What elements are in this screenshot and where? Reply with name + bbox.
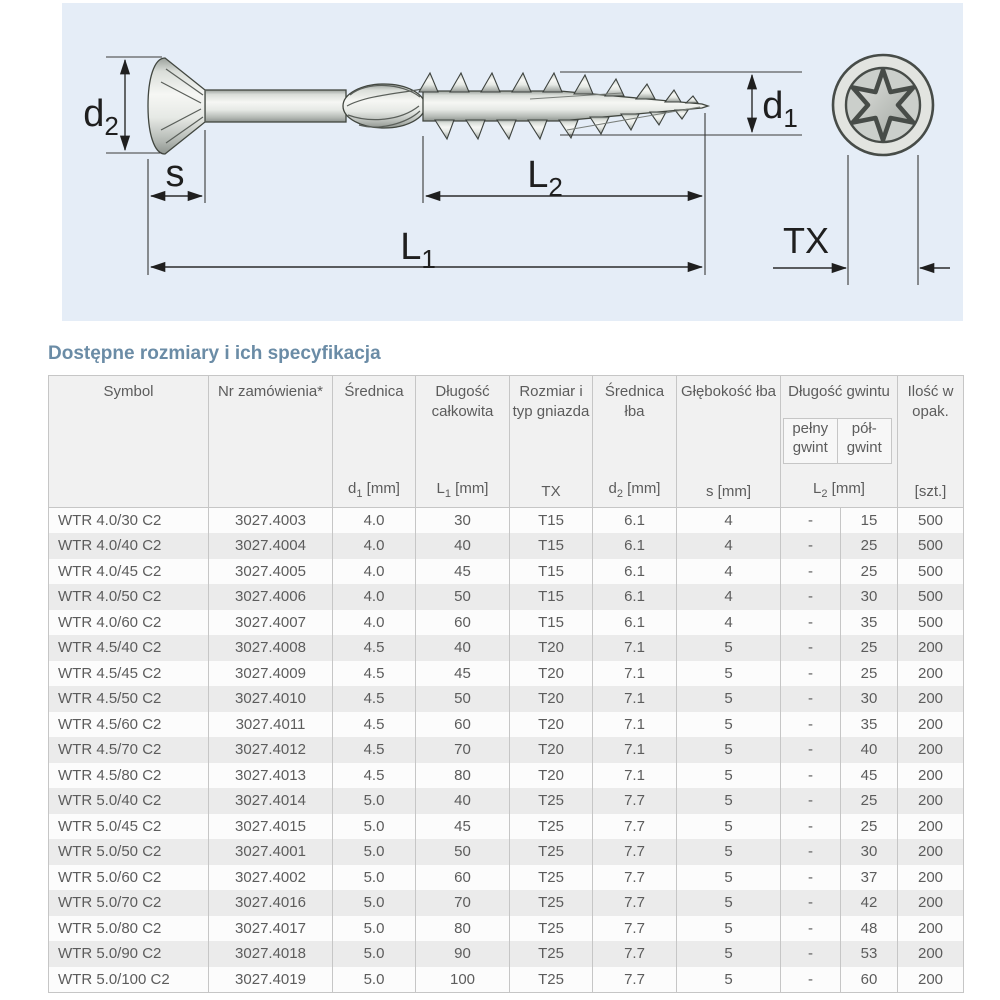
table-cell: 7.1 [593, 686, 677, 712]
table-row [49, 941, 964, 967]
table-cell: WTR 5.0/40 C2 [49, 788, 209, 814]
table-row [49, 865, 964, 891]
table-cell: 200 [898, 686, 964, 712]
table-cell: 7.7 [593, 941, 677, 967]
table-cell: 7.1 [593, 712, 677, 738]
table-cell: 3027.4014 [209, 788, 333, 814]
table-cell: 70 [416, 890, 510, 916]
column-header-drive: Rozmiar i typ gniazda TX [510, 376, 593, 508]
table-cell: 7.7 [593, 814, 677, 840]
table-cell: 6.1 [593, 508, 677, 534]
table-cell: WTR 5.0/45 C2 [49, 814, 209, 840]
screw-diagram-svg [62, 3, 963, 321]
table-cell: 500 [898, 584, 964, 610]
table-cell: 3027.4004 [209, 533, 333, 559]
table-row [49, 916, 964, 942]
table-cell: 200 [898, 635, 964, 661]
table-cell: T20 [510, 737, 593, 763]
table-row [49, 839, 964, 865]
table-cell: - [781, 865, 841, 891]
table-cell: 100 [416, 967, 510, 993]
table-cell: 5 [677, 763, 781, 789]
table-cell: WTR 5.0/100 C2 [49, 967, 209, 993]
table-title: Dostępne rozmiary i ich specyfikacja [48, 343, 381, 364]
table-cell: 5 [677, 788, 781, 814]
table-cell: 200 [898, 941, 964, 967]
screw-countersunk-head [148, 58, 205, 154]
table-cell: - [781, 916, 841, 942]
table-cell: WTR 4.5/40 C2 [49, 635, 209, 661]
table-cell: 200 [898, 661, 964, 687]
table-cell: WTR 5.0/90 C2 [49, 941, 209, 967]
screw-thread-core [423, 91, 708, 121]
table-cell: 5 [677, 941, 781, 967]
table-cell: 3027.4018 [209, 941, 333, 967]
table-cell: 7.1 [593, 661, 677, 687]
table-cell: WTR 5.0/50 C2 [49, 839, 209, 865]
table-cell: - [781, 788, 841, 814]
table-cell: 30 [841, 839, 898, 865]
table-cell: 5 [677, 712, 781, 738]
column-header-order-no: Nr zamówienia* [209, 376, 333, 508]
table-cell: 5 [677, 967, 781, 993]
table-cell: 7.1 [593, 635, 677, 661]
table-cell: 7.7 [593, 839, 677, 865]
table-cell: 4 [677, 533, 781, 559]
table-cell: 4.5 [333, 763, 416, 789]
table-cell: WTR 4.5/70 C2 [49, 737, 209, 763]
table-cell: T25 [510, 839, 593, 865]
table-cell: - [781, 661, 841, 687]
table-cell: 4.5 [333, 686, 416, 712]
table-cell: 50 [416, 839, 510, 865]
table-cell: 40 [841, 737, 898, 763]
table-cell: T25 [510, 941, 593, 967]
table-cell: 30 [841, 686, 898, 712]
table-cell: T15 [510, 610, 593, 636]
screw-shank [205, 90, 346, 122]
table-cell: 3027.4001 [209, 839, 333, 865]
table-cell: 40 [416, 635, 510, 661]
table-cell: - [781, 584, 841, 610]
table-cell: 500 [898, 533, 964, 559]
table-cell: 25 [841, 559, 898, 585]
table-cell: 5.0 [333, 814, 416, 840]
table-cell: 3027.4017 [209, 916, 333, 942]
size-specification-table [48, 375, 964, 993]
table-cell: 80 [416, 763, 510, 789]
table-cell: 5.0 [333, 788, 416, 814]
table-cell: T20 [510, 712, 593, 738]
subheader-half-thread: pół-gwint [838, 418, 893, 464]
table-cell: - [781, 763, 841, 789]
table-header-row [49, 376, 964, 508]
table-cell: 7.7 [593, 865, 677, 891]
table-cell: 50 [416, 584, 510, 610]
table-cell: 7.7 [593, 916, 677, 942]
table-cell: 200 [898, 763, 964, 789]
table-cell: 7.7 [593, 788, 677, 814]
table-cell: 5.0 [333, 839, 416, 865]
table-cell: 500 [898, 508, 964, 534]
table-cell: 4.5 [333, 635, 416, 661]
table-cell: 3027.4009 [209, 661, 333, 687]
table-cell: 3027.4002 [209, 865, 333, 891]
table-cell: 4.5 [333, 712, 416, 738]
table-cell: 5 [677, 865, 781, 891]
table-cell: WTR 5.0/60 C2 [49, 865, 209, 891]
table-cell: 5 [677, 686, 781, 712]
table-cell: 5 [677, 661, 781, 687]
dimension-drive-tx [773, 155, 950, 285]
table-row [49, 967, 964, 993]
table-cell: 4.0 [333, 610, 416, 636]
table-cell: WTR 4.0/45 C2 [49, 559, 209, 585]
table-cell: 70 [416, 737, 510, 763]
column-header-symbol: Symbol [49, 376, 209, 508]
table-cell: 5.0 [333, 941, 416, 967]
table-cell: WTR 5.0/70 C2 [49, 890, 209, 916]
column-header-total-length: Długość całkowita $L_1$ [mm] [416, 376, 510, 508]
table-cell: 90 [416, 941, 510, 967]
table-cell: - [781, 890, 841, 916]
table-row [49, 686, 964, 712]
table-cell: - [781, 508, 841, 534]
table-cell: - [781, 737, 841, 763]
table-cell: - [781, 635, 841, 661]
table-cell: T15 [510, 508, 593, 534]
table-cell: 35 [841, 712, 898, 738]
table-cell: 5 [677, 890, 781, 916]
table-cell: 25 [841, 533, 898, 559]
l1-label: $L_1$ [400, 226, 436, 274]
table-cell: 6.1 [593, 533, 677, 559]
table-cell: WTR 4.0/30 C2 [49, 508, 209, 534]
table-cell: 200 [898, 916, 964, 942]
table-cell: T15 [510, 559, 593, 585]
table-cell: WTR 4.5/60 C2 [49, 712, 209, 738]
table-cell: T25 [510, 814, 593, 840]
table-cell: WTR 4.5/45 C2 [49, 661, 209, 687]
torx-head-front-view [833, 55, 933, 155]
table-row [49, 584, 964, 610]
thread-length-subheaders [783, 418, 892, 464]
table-cell: 3027.4015 [209, 814, 333, 840]
table-cell: 80 [416, 916, 510, 942]
table-cell: T15 [510, 533, 593, 559]
table-cell: 45 [416, 559, 510, 585]
table-cell: 4 [677, 508, 781, 534]
dimension-head-height-s [148, 130, 205, 275]
table-cell: 48 [841, 916, 898, 942]
table-row [49, 508, 964, 534]
table-row [49, 763, 964, 789]
table-row [49, 559, 964, 585]
table-cell: 3027.4003 [209, 508, 333, 534]
table-cell: 500 [898, 559, 964, 585]
table-row [49, 737, 964, 763]
size-table-body [49, 508, 964, 993]
column-header-head-depth: Głębokość łba s [mm] [677, 376, 781, 508]
table-cell: T20 [510, 763, 593, 789]
table-cell: - [781, 967, 841, 993]
table-cell: 200 [898, 814, 964, 840]
table-cell: 50 [416, 686, 510, 712]
table-cell: 7.7 [593, 890, 677, 916]
table-cell: 7.1 [593, 737, 677, 763]
table-cell: - [781, 559, 841, 585]
table-cell: 500 [898, 610, 964, 636]
column-header-diameter: Średnica $d_1$ [mm] [333, 376, 416, 508]
table-cell: 42 [841, 890, 898, 916]
table-cell: 45 [841, 763, 898, 789]
table-cell: - [781, 686, 841, 712]
table-cell: T25 [510, 788, 593, 814]
table-cell: 200 [898, 788, 964, 814]
table-cell: 60 [416, 865, 510, 891]
table-cell: 4 [677, 559, 781, 585]
table-row [49, 533, 964, 559]
table-cell: - [781, 814, 841, 840]
table-cell: 30 [416, 508, 510, 534]
table-cell: T25 [510, 916, 593, 942]
table-cell: 37 [841, 865, 898, 891]
table-cell: - [781, 839, 841, 865]
table-cell: WTR 4.0/60 C2 [49, 610, 209, 636]
table-cell: T25 [510, 865, 593, 891]
subheader-full-thread: pełny gwint [783, 418, 838, 464]
table-cell: 25 [841, 635, 898, 661]
l2-label: $L_2$ [527, 154, 563, 202]
table-cell: 53 [841, 941, 898, 967]
table-row [49, 814, 964, 840]
table-cell: 5 [677, 635, 781, 661]
table-cell: WTR 5.0/80 C2 [49, 916, 209, 942]
d2-label: $d_2$ [83, 93, 119, 141]
table-cell: 25 [841, 661, 898, 687]
table-cell: 45 [416, 661, 510, 687]
table-cell: T20 [510, 635, 593, 661]
table-cell: 5.0 [333, 890, 416, 916]
table-cell: 3027.4006 [209, 584, 333, 610]
table-row [49, 661, 964, 687]
table-cell: 4.0 [333, 533, 416, 559]
table-cell: 15 [841, 508, 898, 534]
dimension-thread-length-l2 [423, 113, 705, 275]
table-row [49, 788, 964, 814]
table-cell: 45 [416, 814, 510, 840]
table-cell: 200 [898, 890, 964, 916]
tx-label: TX [782, 220, 830, 261]
table-cell: T25 [510, 967, 593, 993]
table-cell: T20 [510, 661, 593, 687]
table-cell: 3027.4016 [209, 890, 333, 916]
table-cell: 4 [677, 610, 781, 636]
table-cell: 6.1 [593, 610, 677, 636]
table-cell: WTR 4.0/50 C2 [49, 584, 209, 610]
table-cell: 5.0 [333, 916, 416, 942]
table-cell: T25 [510, 890, 593, 916]
table-cell: 5 [677, 916, 781, 942]
table-cell: T20 [510, 686, 593, 712]
d1-label: $d_1$ [762, 85, 798, 133]
table-cell: 60 [841, 967, 898, 993]
table-cell: 4.0 [333, 559, 416, 585]
table-cell: WTR 4.0/40 C2 [49, 533, 209, 559]
dimension-total-length-l1 [151, 226, 702, 274]
column-header-thread-length: Długość gwintu pełny gwint pół-gwint $L_2$ [mm] [781, 376, 898, 508]
table-cell: 5 [677, 839, 781, 865]
table-cell: 3027.4012 [209, 737, 333, 763]
table-cell: WTR 4.5/80 C2 [49, 763, 209, 789]
table-cell: 200 [898, 865, 964, 891]
table-cell: 25 [841, 788, 898, 814]
table-cell: 3027.4011 [209, 712, 333, 738]
table-cell: 5 [677, 737, 781, 763]
table-cell: 35 [841, 610, 898, 636]
table-cell: 5.0 [333, 865, 416, 891]
table-cell: 3027.4013 [209, 763, 333, 789]
table-cell: 3027.4010 [209, 686, 333, 712]
table-cell: 200 [898, 737, 964, 763]
table-row [49, 712, 964, 738]
table-cell: - [781, 712, 841, 738]
table-cell: 7.7 [593, 967, 677, 993]
table-row [49, 635, 964, 661]
table-cell: 30 [841, 584, 898, 610]
table-cell: 40 [416, 788, 510, 814]
table-cell: - [781, 610, 841, 636]
table-cell: 4.0 [333, 584, 416, 610]
table-cell: 4 [677, 584, 781, 610]
table-cell: 60 [416, 712, 510, 738]
table-cell: 4.0 [333, 508, 416, 534]
column-header-head-diameter: Średnica łba $d_2$ [mm] [593, 376, 677, 508]
table-cell: - [781, 533, 841, 559]
screw-technical-drawing [62, 3, 963, 321]
table-row [49, 890, 964, 916]
table-cell: 25 [841, 814, 898, 840]
table-cell: 4.5 [333, 737, 416, 763]
table-cell: 200 [898, 839, 964, 865]
table-cell: 6.1 [593, 584, 677, 610]
column-header-quantity: Ilość w opak. [szt.] [898, 376, 964, 508]
table-cell: 60 [416, 610, 510, 636]
table-cell: 3027.4008 [209, 635, 333, 661]
s-label: s [165, 153, 185, 195]
table-cell: 5 [677, 814, 781, 840]
table-cell: 40 [416, 533, 510, 559]
table-cell: 200 [898, 967, 964, 993]
table-cell: 6.1 [593, 559, 677, 585]
table-cell: WTR 4.5/50 C2 [49, 686, 209, 712]
table-cell: 5.0 [333, 967, 416, 993]
table-cell: 4.5 [333, 661, 416, 687]
table-cell: 200 [898, 712, 964, 738]
table-cell: 3027.4007 [209, 610, 333, 636]
table-row [49, 610, 964, 636]
table-cell: - [781, 941, 841, 967]
table-cell: 7.1 [593, 763, 677, 789]
table-cell: T15 [510, 584, 593, 610]
table-cell: 3027.4005 [209, 559, 333, 585]
table-cell: 3027.4019 [209, 967, 333, 993]
